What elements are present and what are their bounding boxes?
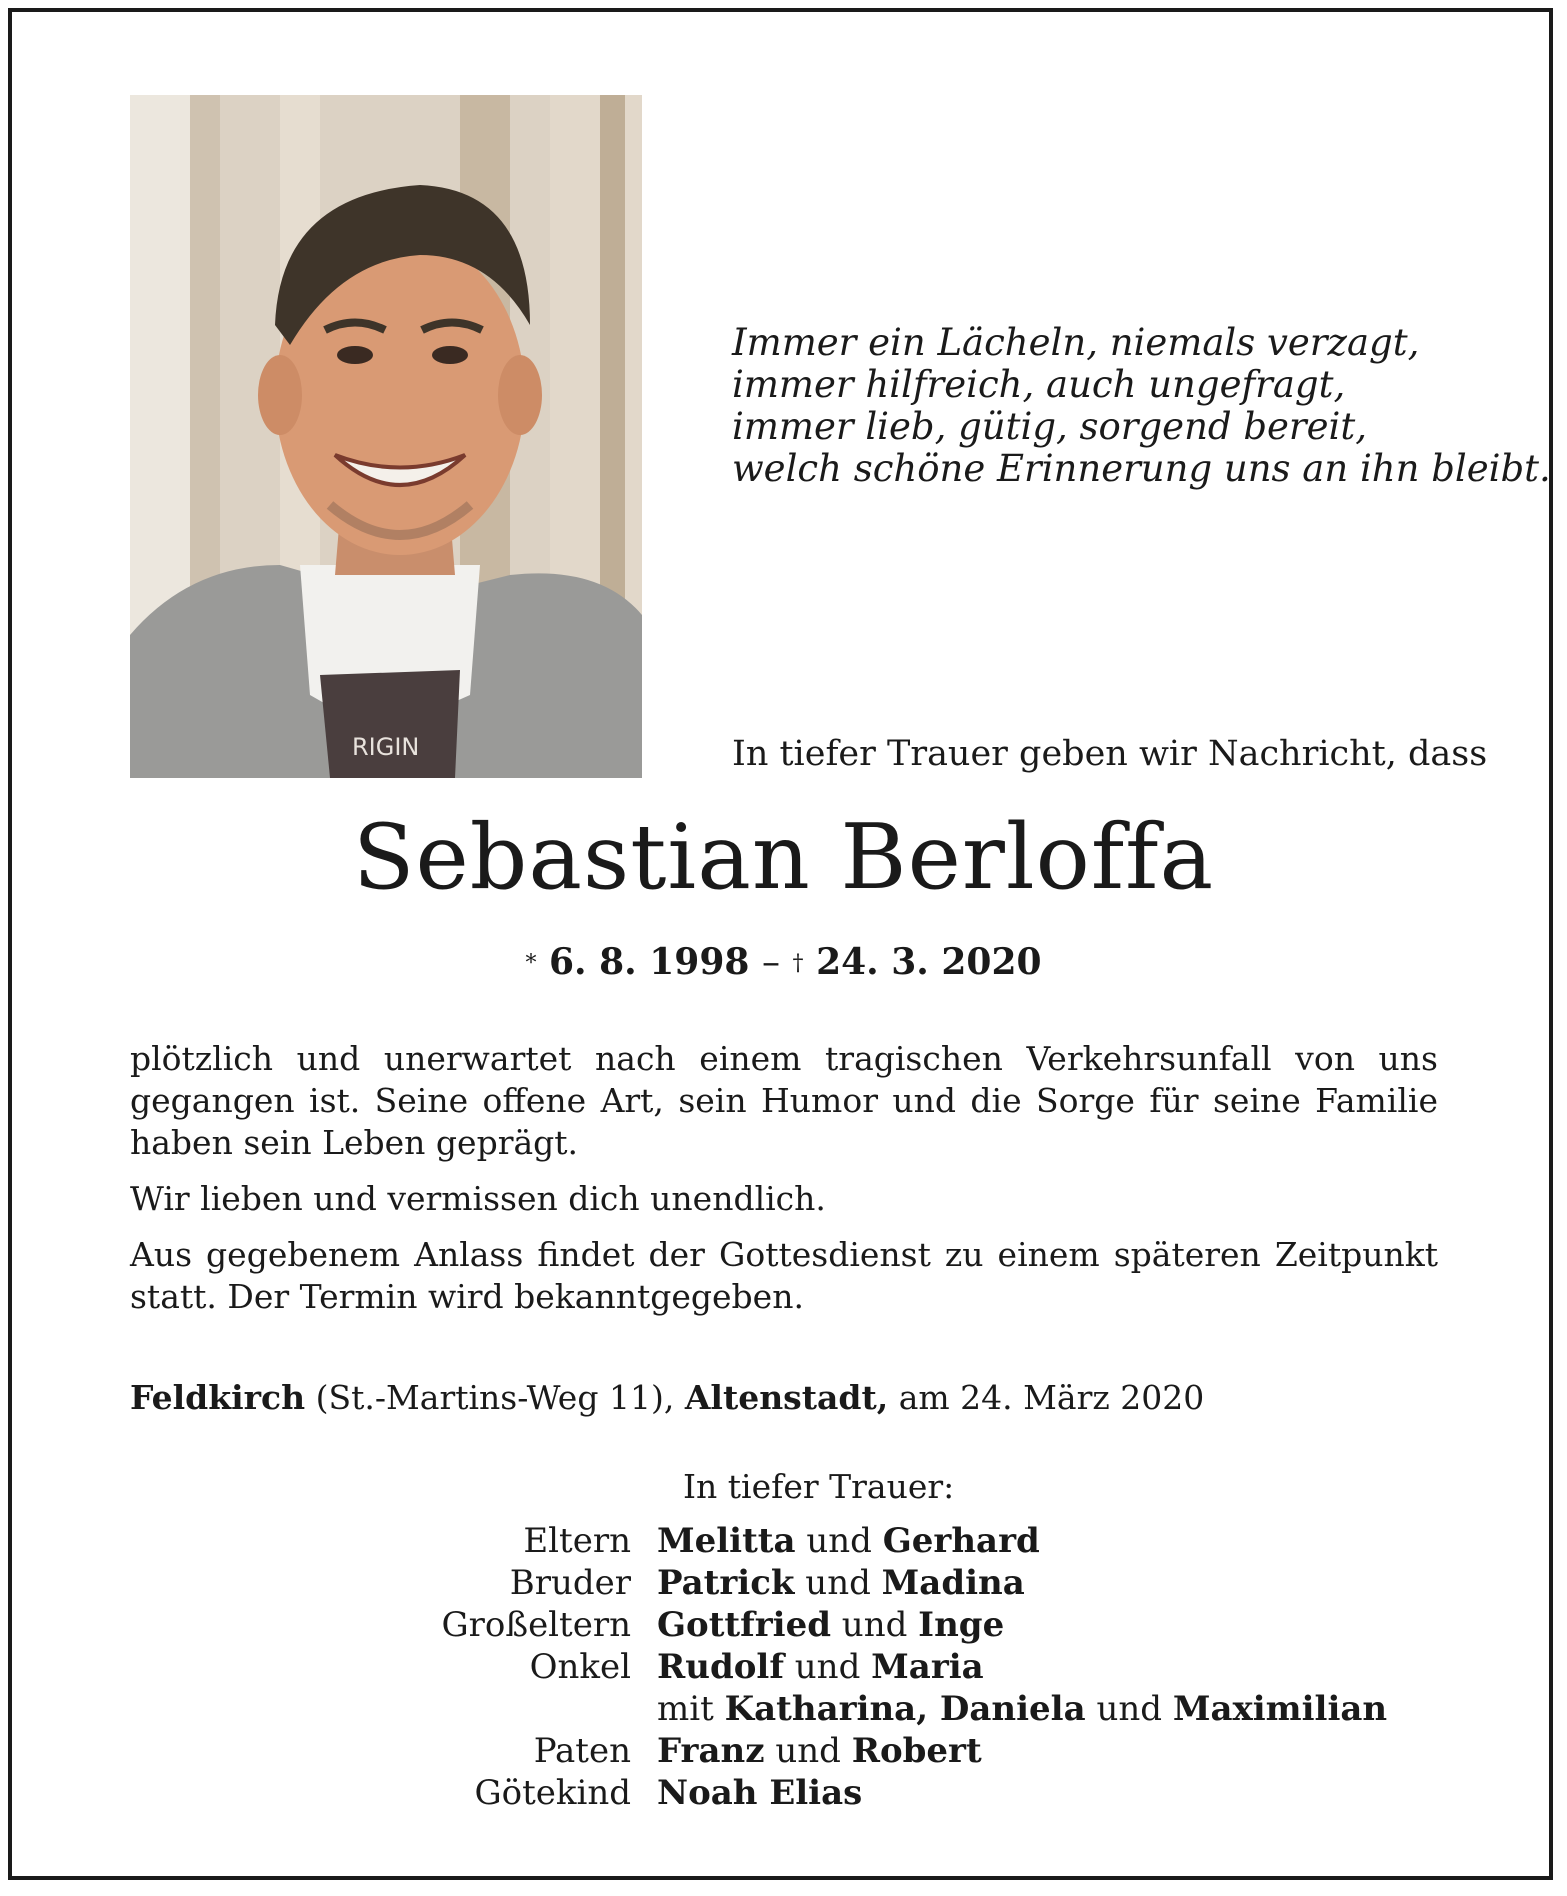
body-paragraph: Wir lieben und vermissen dich unendlich. [130,1179,826,1218]
mourner-row [300,1604,1560,1646]
birth-date: 6. 8. 1998 [548,941,750,983]
birth-symbol: * [525,951,537,976]
place-date: am 24. März 2020 [898,1378,1205,1417]
obituary-body [130,1038,1438,1332]
mourner-prefix: mit [657,1689,714,1729]
mourner-row [300,1688,1560,1730]
mourner-name: Maximilian [1172,1689,1388,1729]
place-and-date [130,1376,1204,1420]
mourner-name: Madina [881,1563,1025,1603]
mourners-heading: In tiefer Trauer: [683,1467,955,1506]
date-separator: – [761,942,780,983]
mourner-relation: Großeltern [441,1605,631,1645]
mourner-name: Noah Elias [657,1773,863,1813]
mourner-relation: Götekind [474,1773,631,1813]
place-city: Feldkirch [130,1378,306,1417]
conjunction: und [794,1647,861,1687]
body-paragraph: Aus gegebenem Anlass findet der Gottesdienst zu einem späteren Zeitpunkt statt. Der Termin wird bekanntgegeben. [130,1235,1438,1316]
mourner-name: Maria [871,1647,984,1687]
mourner-name: Inge [918,1605,1005,1645]
mourner-row [300,1646,1560,1688]
shirt-print-text: RIGIN [352,733,420,761]
deceased-name: Sebastian Berloffa [352,805,1215,910]
poem-line: immer lieb, gütig, sorgend bereit, [732,405,1367,448]
poem-line: Immer ein Lächeln, niemals verzagt, [732,321,1420,364]
death-symbol: † [792,951,804,976]
mourner-name: Franz [657,1731,765,1771]
memorial-poem [732,321,1551,490]
mourner-row [300,1730,1560,1772]
poem-line: immer hilfreich, auch ungefragt, [732,363,1346,406]
mourner-name: Gerhard [882,1521,1040,1561]
place-address: (St.-Martins-Weg 11), [315,1378,675,1417]
mourner-relation: Eltern [523,1521,631,1561]
mourner-name: Rudolf [657,1647,784,1687]
body-paragraph: plötzlich und unerwartet nach einem tragischen Verkehrsunfall von uns gegangen ist. Seine offene Art, sein Humor und die Sorge für seine Familie haben sein Leben geprägt. [130,1039,1438,1162]
mourner-name: Katharina, Daniela [724,1689,1086,1729]
life-dates [0,940,1567,985]
place-district: Altenstadt, [684,1378,889,1417]
mourner-name: Patrick [657,1563,795,1603]
conjunction: und [805,1563,871,1603]
death-date: 24. 3. 2020 [816,941,1042,983]
mourner-name: Melitta [657,1521,796,1561]
poem-line: welch schöne Erinnerung uns an ihn bleibt. [732,447,1551,490]
conjunction: und [841,1605,908,1645]
mourner-relation: Paten [533,1731,631,1771]
mourner-relation [300,1688,657,1730]
conjunction: und [1096,1689,1162,1729]
mourners-list [300,1520,1560,1814]
conjunction: und [806,1521,872,1561]
mourner-row [300,1562,1560,1604]
conjunction: und [775,1731,841,1771]
mourner-name: Gottfried [657,1605,831,1645]
portrait-photo [130,95,642,778]
mourner-row [300,1772,1560,1814]
announcement-intro: In tiefer Trauer geben wir Nachricht, dass [732,734,1488,774]
mourner-row [300,1520,1560,1562]
mourner-name: Robert [851,1731,982,1771]
mourner-relation: Bruder [509,1563,631,1603]
mourner-relation: Onkel [529,1647,631,1687]
